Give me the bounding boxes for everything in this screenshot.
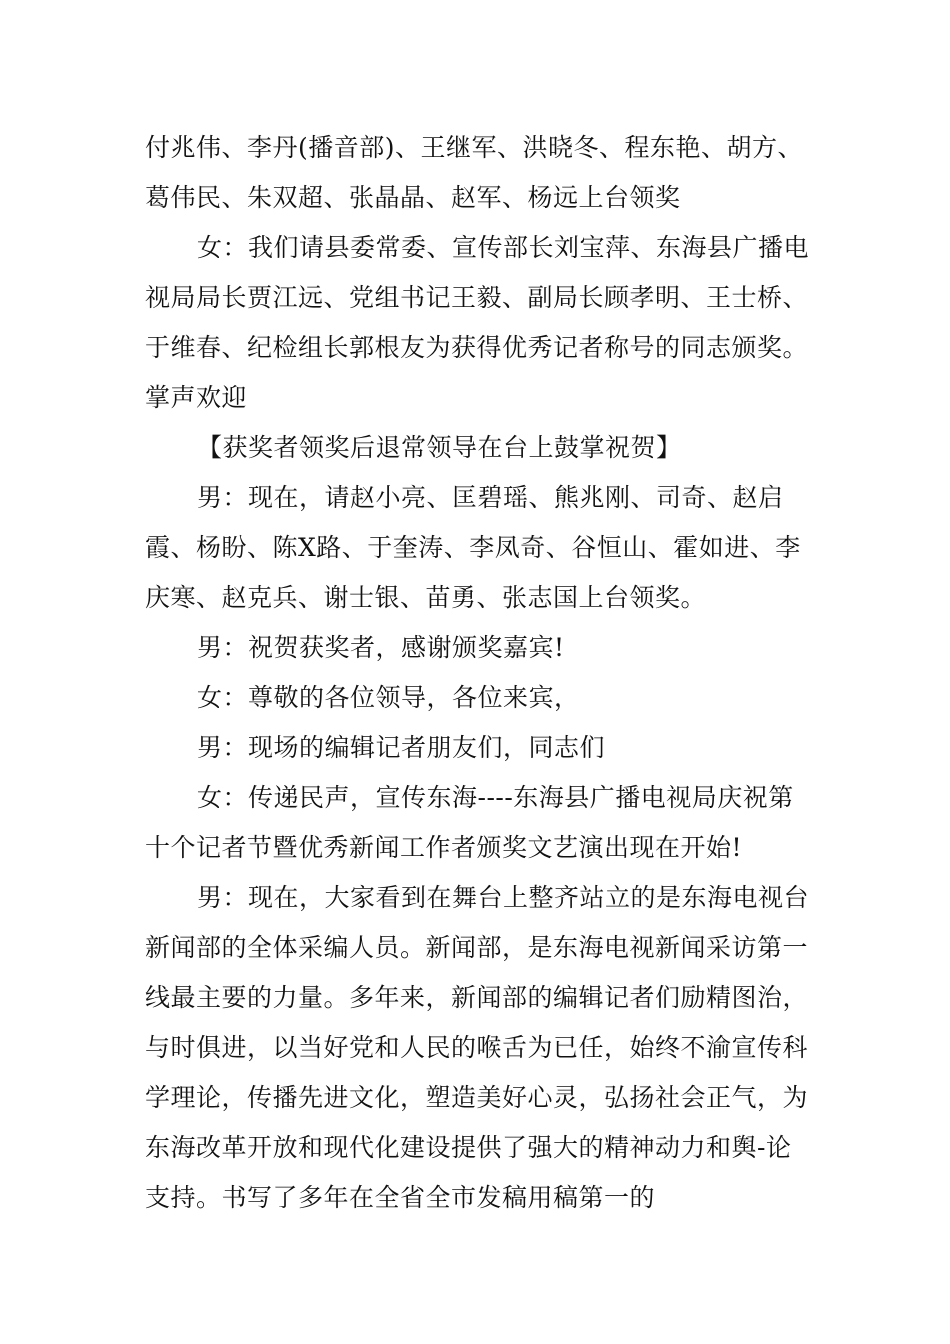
- document-body: [145, 123, 810, 1223]
- paragraph-female-presenter-3: 女：传递民声，宣传东海----东海县广播电视局庆祝第十个记者节暨优秀新闻工作者颁奖文艺演出现在开始!: [145, 783, 794, 862]
- paragraph-female-presenter-2: 女：尊敬的各位领导，各位来宾，: [197, 683, 580, 712]
- paragraph-award-list-1: 付兆伟、李丹(播音部)、王继军、洪晓冬、程东艳、胡方、葛伟民、朱双超、张晶晶、赵军、杨远上台领奖: [145, 133, 804, 212]
- paragraph-stage-direction: 【获奖者领奖后退常领导在台上鼓掌祝贺】: [197, 433, 682, 462]
- paragraph-male-presenter-1: 男：现在，请赵小亮、匡碧瑶、熊兆刚、司奇、赵启霞、杨盼、陈X路、于奎涛、李凤奇、谷恒山、霍如进、李庆寒、赵克兵、谢士银、苗勇、张志国上台领奖。: [145, 483, 801, 612]
- paragraph-female-presenter-1: 女：我们请县委常委、宣传部长刘宝萍、东海县广播电视局局长贾江远、党组书记王毅、副局长顾孝明、王士桥、于维春、纪检组长郭根友为获得优秀记者称号的同志颁奖。掌声欢迎: [145, 233, 810, 412]
- paragraph-male-presenter-3: 男：现场的编辑记者朋友们，同志们: [197, 733, 606, 762]
- paragraph-male-presenter-2: 男：祝贺获奖者，感谢颁奖嘉宾!: [197, 633, 565, 662]
- paragraph-male-presenter-4: 男：现在，大家看到在舞台上整齐站立的是东海电视台新闻部的全体采编人员。新闻部，是东海电视新闻采访第一线最主要的力量。多年来，新闻部的编辑记者们励精图治，与时俱进，以当好党和人民的喉舌为已任，始终不渝宣传科学理论，传播先进文化，塑造美好心灵，弘扬社会正气，为东海改革开放和现代化建设提供了强大的精神动力和舆-论支持。书写了多年在全省全市发稿用稿第一的: [145, 883, 810, 1212]
